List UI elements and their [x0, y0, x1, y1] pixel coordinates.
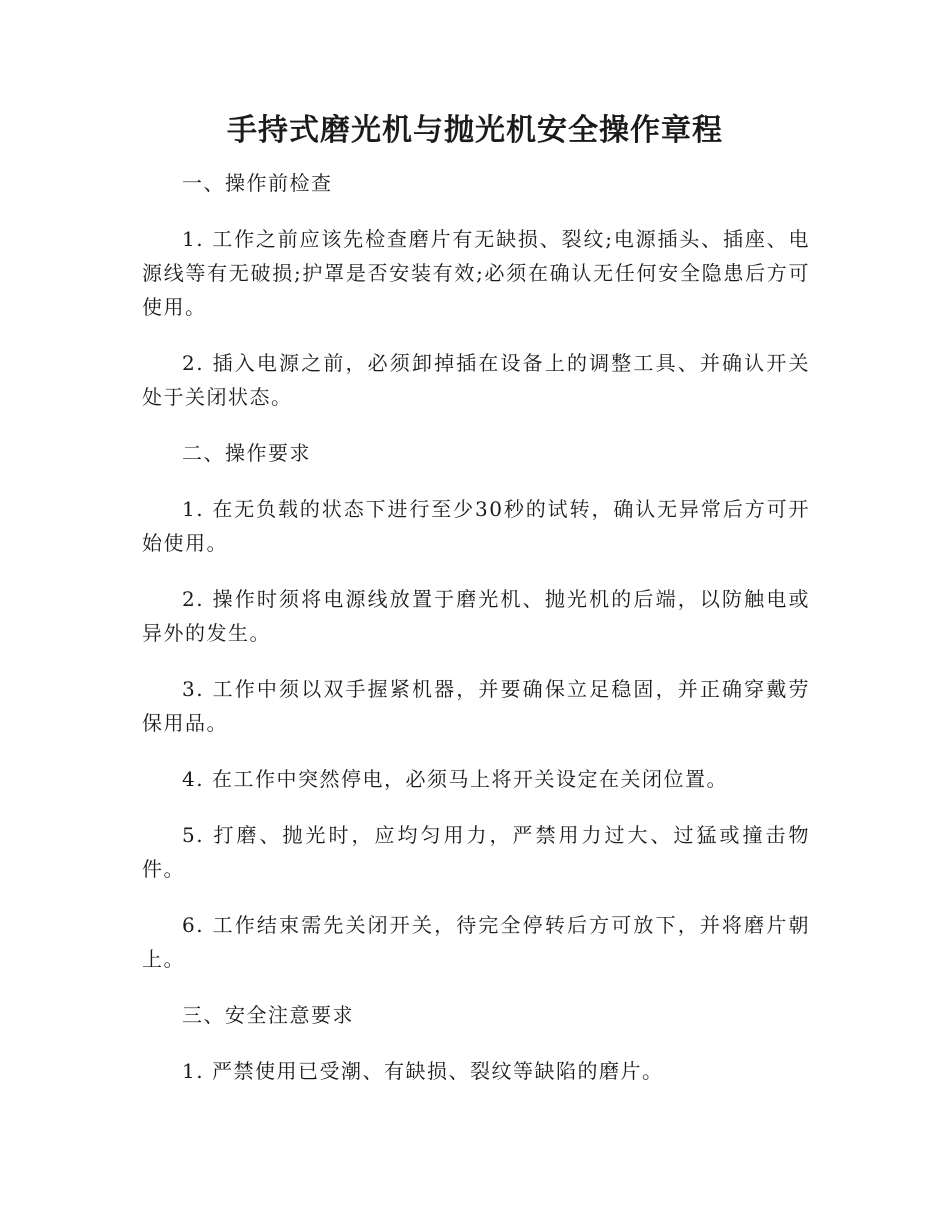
section-heading: 一、操作前检查 — [182, 171, 333, 195]
list-item: 5. 打磨、抛光时，应均匀用力，严禁用力过大、过猛或撞击物件。 — [142, 823, 810, 881]
section-heading: 三、安全注意要求 — [182, 1003, 354, 1027]
document-title: 手持式磨光机与抛光机安全操作章程 — [227, 113, 723, 148]
section-safety-precautions — [142, 998, 810, 1088]
document-body — [142, 166, 810, 1110]
list-item: 2. 插入电源之前，必须卸掉插在设备上的调整工具、并确认开关处于关闭状态。 — [142, 351, 810, 409]
list-item: 3. 工作中须以双手握紧机器，并要确保立足稳固，并正确穿戴劳保用品。 — [142, 677, 810, 735]
section-operation-requirements — [142, 436, 810, 976]
list-item: 4. 在工作中突然停电，必须马上将开关设定在关闭位置。 — [182, 767, 728, 791]
section-pre-operation-check — [142, 166, 810, 414]
section-heading: 二、操作要求 — [182, 441, 311, 465]
list-item: 1. 工作之前应该先检查磨片有无缺损、裂纹;电源插头、插座、电源线等有无破损;护罩是否安装有效;必须在确认无任何安全隐患后方可使用。 — [142, 227, 810, 319]
list-item: 2. 操作时须将电源线放置于磨光机、抛光机的后端，以防触电或异外的发生。 — [142, 587, 810, 645]
list-item: 1. 严禁使用已受潮、有缺损、裂纹等缺陷的磨片。 — [182, 1059, 664, 1083]
list-item: 6. 工作结束需先关闭开关，待完全停转后方可放下，并将磨片朝上。 — [142, 913, 810, 971]
list-item: 1. 在无负载的状态下进行至少30秒的试转，确认无异常后方可开始使用。 — [142, 497, 810, 555]
